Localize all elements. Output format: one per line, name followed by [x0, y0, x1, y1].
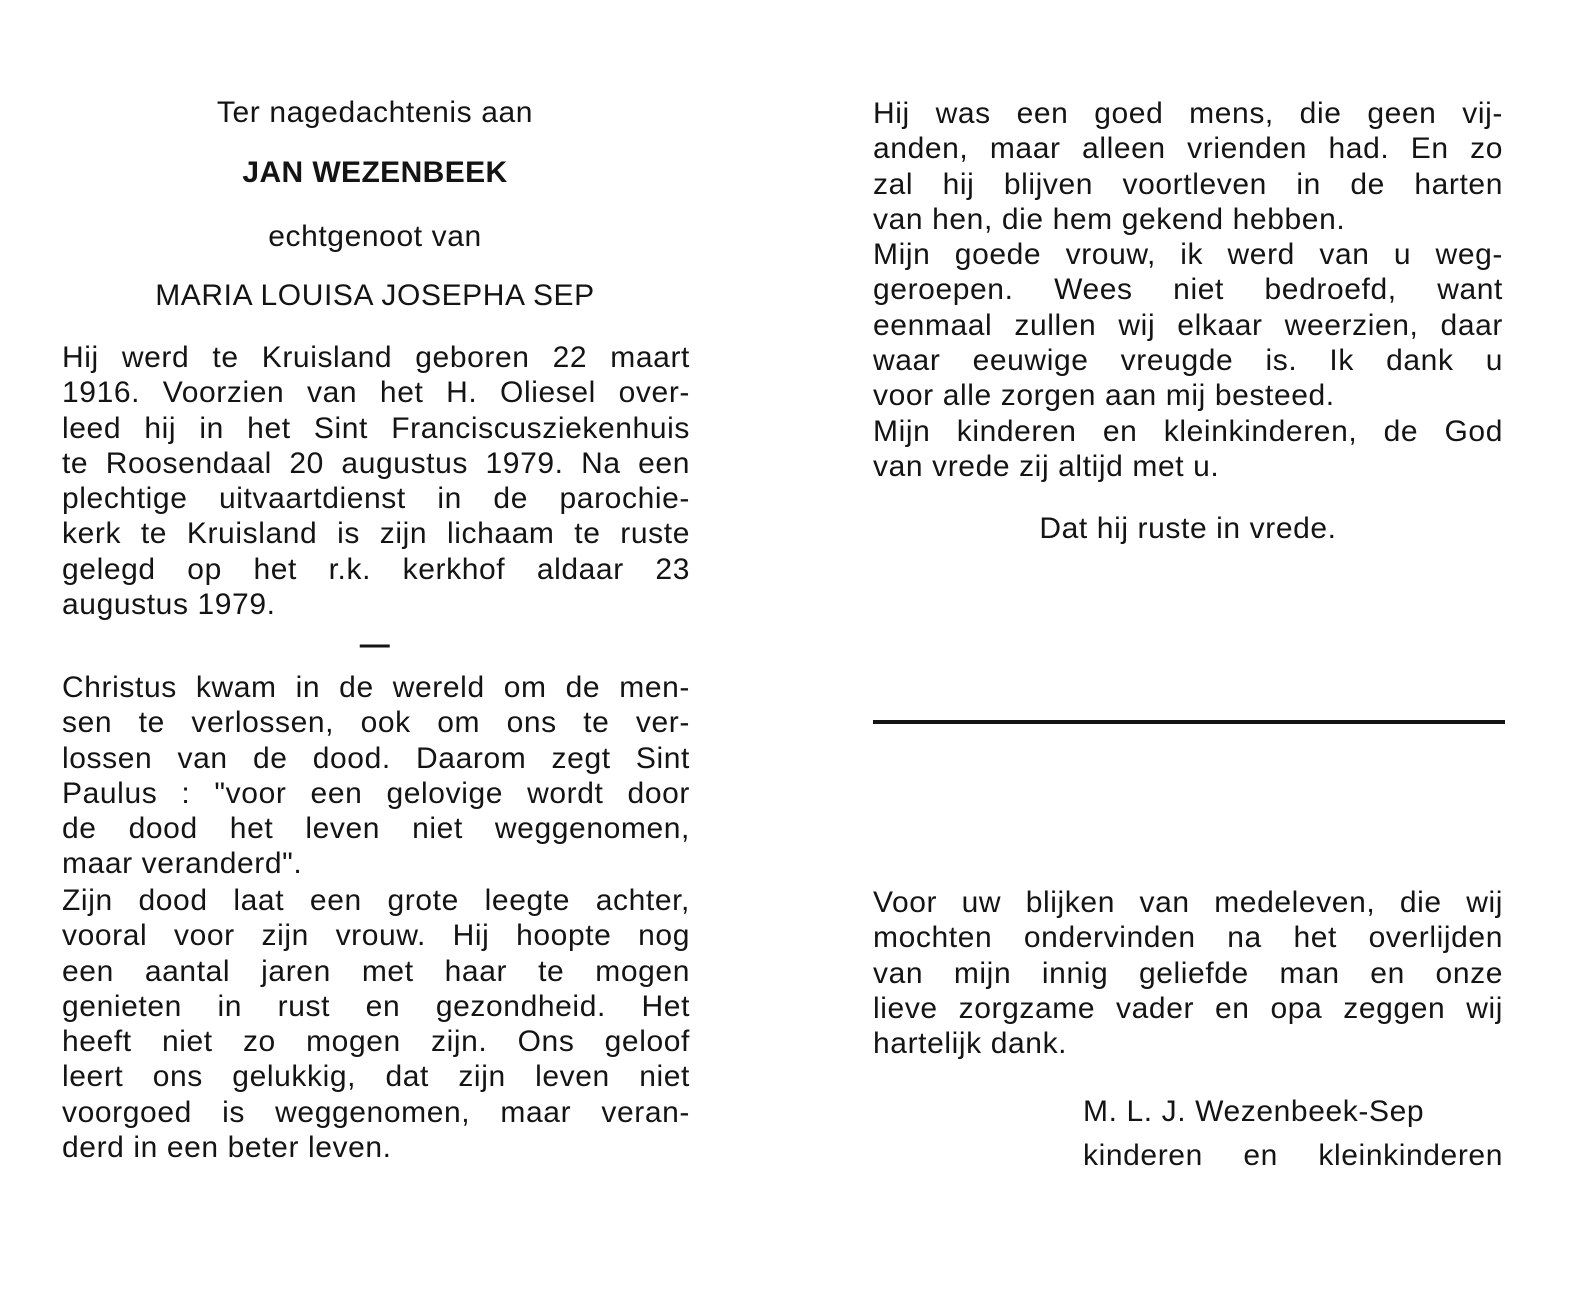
text-line: leed hij in het Sint Franciscusziekenhuis [62, 411, 690, 445]
text-line: voorgoed is weggenomen, maar veran- [62, 1095, 690, 1129]
text-line: zal hij blijven voortleven in de harten [873, 167, 1503, 201]
text-line: augustus 1979. [62, 588, 276, 622]
text-line: lieve zorgzame vader en opa zeggen wij [873, 991, 1503, 1025]
memorial-intro: Ter nagedachtenis aan [216, 96, 534, 129]
text-line: te Roosendaal 20 augustus 1979. Na een [62, 446, 690, 480]
loss-paragraph [62, 883, 690, 1165]
text-line: Christus kwam in de wereld om de men- [62, 671, 690, 704]
text-line: mochten ondervinden na het overlijden [873, 921, 1503, 955]
text-line: kerk te Kruisland is zijn lichaam te ruste [62, 517, 690, 551]
text-line: hartelijk dank. [873, 1027, 1068, 1061]
spouse-intro: echtgenoot van [268, 220, 482, 253]
text-line: anden, maar alleen vrienden had. En zo [873, 132, 1503, 166]
spouse-name: MARIA LOUISA JOSEPHA SEP [155, 279, 595, 312]
text-line: Hij werd te Kruisland geboren 22 maart [62, 341, 690, 374]
signature-name: M. L. J. Wezenbeek-Sep [1083, 1095, 1425, 1128]
text-line: van vrede zij altijd met u. [873, 450, 1220, 484]
text-line: 1916. Voorzien van het H. Oliesel over- [62, 376, 690, 410]
deceased-name: JAN WEZENBEEK [242, 156, 508, 189]
signature-family: kinderen en kleinkinderen [1083, 1139, 1503, 1172]
divider-rule [873, 720, 1505, 724]
text-line: leert ons gelukkig, dat zijn leven niet [62, 1060, 690, 1094]
text-line: van mijn innig geliefde man en onze [873, 956, 1503, 990]
text-line: Zijn dood laat een grote leegte achter, [62, 884, 690, 917]
message-paragraph [873, 237, 1503, 413]
rest-in-peace: Dat hij ruste in vrede. [1039, 512, 1337, 545]
faith-paragraph [62, 670, 690, 882]
blessing-paragraph [873, 414, 1503, 485]
text-line: vooral voor zijn vrouw. Hij hoopte nog [62, 919, 690, 953]
text-line: derd in een beter leven. [62, 1131, 392, 1165]
text-line: waar eeuwige vreugde is. Ik dank u [873, 343, 1503, 377]
signature-block [1083, 1090, 1503, 1178]
text-line: Hij was een goed mens, die geen vij- [873, 97, 1503, 130]
biography-paragraph [62, 340, 690, 622]
text-line: lossen van de dood. Daarom zegt Sint [62, 741, 690, 775]
text-line: sen te verlossen, ook om ons te ver- [62, 706, 690, 740]
text-line: geroepen. Wees niet bedroefd, want [873, 273, 1503, 307]
thanks-paragraph [873, 885, 1503, 1061]
farewell-paragraph [873, 96, 1503, 237]
text-line: gelegd op het r.k. kerkhof aldaar 23 [62, 552, 690, 586]
text-line: plechtige uitvaartdienst in de parochie- [62, 482, 690, 516]
text-line: maar veranderd". [62, 847, 303, 881]
text-line: eenmaal zullen wij elkaar weerzien, daar [873, 308, 1503, 342]
separator-dash: — [359, 628, 391, 661]
text-line: Mijn kinderen en kleinkinderen, de God [873, 415, 1503, 448]
text-line: Paulus : "voor een gelovige wordt door [62, 776, 690, 810]
text-line: Mijn goede vrouw, ik werd van u weg- [873, 238, 1503, 271]
text-line: een aantal jaren met haar te mogen [62, 954, 690, 988]
text-line: de dood het leven niet weggenomen, [62, 812, 690, 846]
text-line: Voor uw blijken van medeleven, die wij [873, 886, 1503, 919]
text-line: voor alle zorgen aan mij besteed. [873, 379, 1335, 413]
text-line: van hen, die hem gekend hebben. [873, 202, 1346, 236]
text-line: genieten in rust en gezondheid. Het [62, 989, 690, 1023]
text-line: heeft niet zo mogen zijn. Ons geloof [62, 1025, 690, 1059]
